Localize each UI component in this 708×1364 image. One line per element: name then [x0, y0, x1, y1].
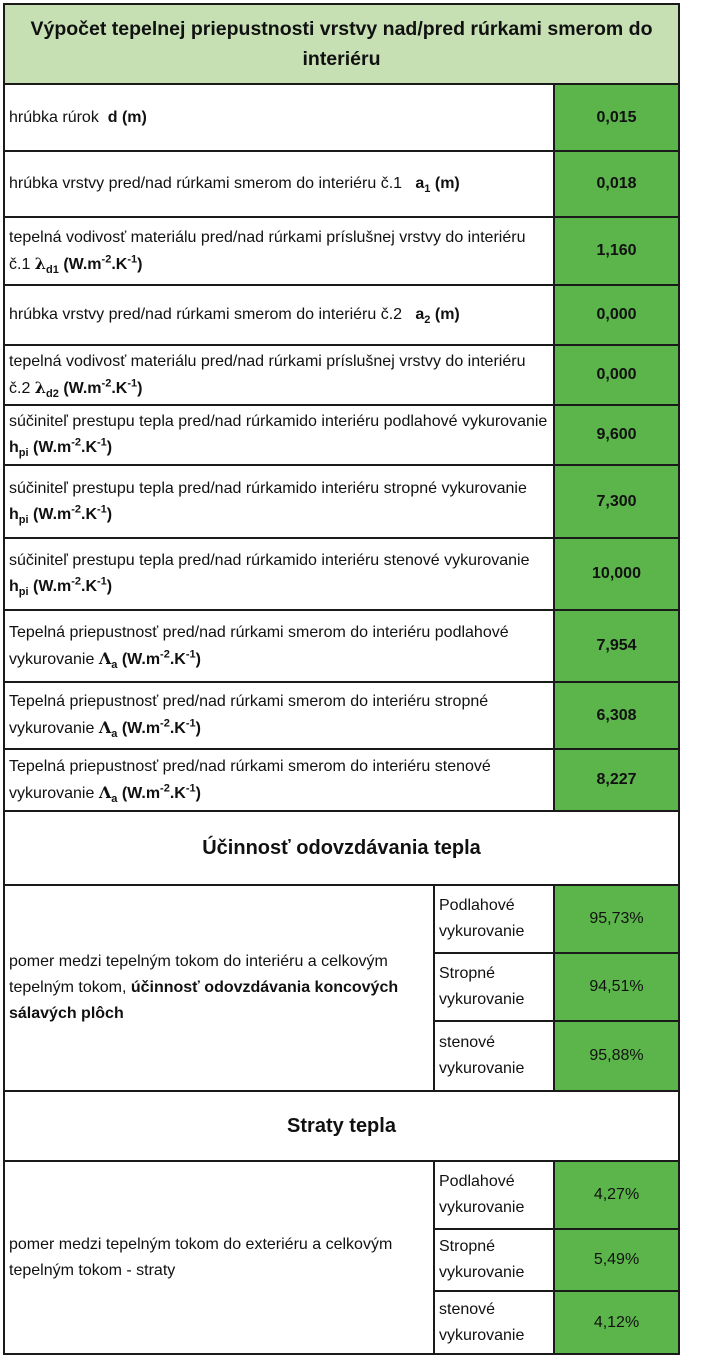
heating-type-label: Podlahové vykurovanie	[434, 1161, 554, 1229]
row-label: Tepelná priepustnosť pred/nad rúrkami smerom do interiéru podlahové vykurovanie $\Lambda_a$ $(W.m^{-2}.K^{-1})$	[4, 610, 554, 682]
row-label: súčiniteľ prestupu tepla pred/nad rúrkamido interiéru stropné vykurovanie $h_{pi}$ $(W.m^{-2}.K^{-1})$	[4, 465, 554, 538]
losses-description: pomer medzi tepelným tokom do exteriéru a celkovým tepelným tokom - straty	[4, 1161, 434, 1354]
loss-value: 4,27%	[554, 1161, 679, 1229]
row-value: 7,300	[554, 465, 679, 538]
row-value: 0,018	[554, 151, 679, 217]
table-row	[4, 217, 679, 285]
table-row	[4, 285, 679, 345]
row-label: tepelná vodivosť materiálu pred/nad rúrkami príslušnej vrstvy do interiéru č.1 $\lambda_{d1}$ $(W.m^{-2}.K^{-1})$	[4, 217, 554, 285]
loss-value: 4,12%	[554, 1291, 679, 1354]
row-label: Tepelná priepustnosť pred/nad rúrkami smerom do interiéru stropné vykurovanie $\Lambda_a$ $(W.m^{-2}.K^{-1})$	[4, 682, 554, 749]
row-value: 1,160	[554, 217, 679, 285]
calculation-table	[3, 3, 680, 1355]
table-row	[4, 749, 679, 811]
row-value: 0,000	[554, 285, 679, 345]
row-value: 0,015	[554, 84, 679, 151]
row-value: 7,954	[554, 610, 679, 682]
row-value: 10,000	[554, 538, 679, 610]
table-row	[4, 610, 679, 682]
table-row	[4, 465, 679, 538]
row-value: 8,227	[554, 749, 679, 811]
table-row	[4, 84, 679, 151]
efficiency-value: 94,51%	[554, 953, 679, 1021]
losses-heading: Straty tepla	[4, 1091, 679, 1161]
heating-type-label: Podlahové vykurovanie	[434, 885, 554, 953]
row-label: súčiniteľ prestupu tepla pred/nad rúrkamido interiéru stenové vykurovanie $h_{pi}$ $(W.m^{-2}.K^{-1})$	[4, 538, 554, 610]
row-label: hrúbka rúrok d (m)	[4, 84, 554, 151]
efficiency-heading: Účinnosť odovzdávania tepla	[4, 811, 679, 885]
table-row	[4, 151, 679, 217]
row-label: hrúbka vrstvy pred/nad rúrkami smerom do interiéru č.2 $a_2$ (m)	[4, 285, 554, 345]
table-row	[4, 345, 679, 405]
loss-value: 5,49%	[554, 1229, 679, 1291]
table-title: Výpočet tepelnej priepustnosti vrstvy nad/pred rúrkami smerom do interiéru	[4, 4, 679, 84]
efficiency-value: 95,73%	[554, 885, 679, 953]
table-row	[4, 885, 679, 953]
efficiency-value: 95,88%	[554, 1021, 679, 1091]
row-value: 9,600	[554, 405, 679, 465]
row-label: súčiniteľ prestupu tepla pred/nad rúrkamido interiéru podlahové vykurovanie $h_{pi}$ $(W.m^{-2}.K^{-1})$	[4, 405, 554, 465]
heating-type-label: stenové vykurovanie	[434, 1291, 554, 1354]
efficiency-description: pomer medzi tepelným tokom do interiéru a celkovým tepelným tokom, účinnosť odovzdávania koncových sálavých plôch	[4, 885, 434, 1091]
heating-type-label: Stropné vykurovanie	[434, 1229, 554, 1291]
row-value: 6,308	[554, 682, 679, 749]
row-value: 0,000	[554, 345, 679, 405]
table-row	[4, 682, 679, 749]
heating-type-label: stenové vykurovanie	[434, 1021, 554, 1091]
row-label: Tepelná priepustnosť pred/nad rúrkami smerom do interiéru stenové vykurovanie $\Lambda_a$ $(W.m^{-2}.K^{-1})$	[4, 749, 554, 811]
row-label: hrúbka vrstvy pred/nad rúrkami smerom do interiéru č.1 $a_1$ (m)	[4, 151, 554, 217]
table-row	[4, 1161, 679, 1229]
heating-type-label: Stropné vykurovanie	[434, 953, 554, 1021]
row-label: tepelná vodivosť materiálu pred/nad rúrkami príslušnej vrstvy do interiéru č.2 $\lambda_{d2}$ $(W.m^{-2}.K^{-1})$	[4, 345, 554, 405]
table-row	[4, 538, 679, 610]
table-row	[4, 405, 679, 465]
